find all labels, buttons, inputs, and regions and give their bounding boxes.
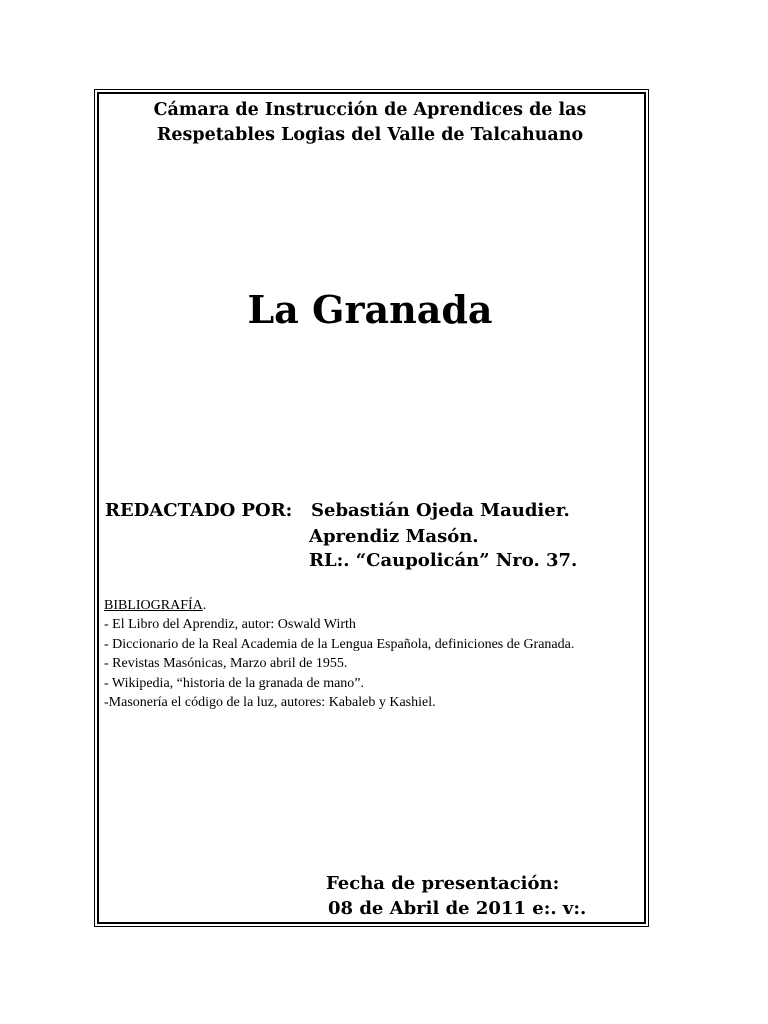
header-line-1: Cámara de Instrucción de Aprendices de las xyxy=(153,100,587,120)
author-rank: Aprendiz Masón. xyxy=(309,526,479,547)
bibliography xyxy=(104,596,636,712)
author-label: REDACTADO POR: xyxy=(105,500,293,521)
document-title: La Granada xyxy=(247,287,493,332)
author-lodge: RL:. “Caupolicán” Nro. 37. xyxy=(309,550,578,571)
bibliography-heading: BIBLIOGRAFÍA xyxy=(104,598,203,613)
author-name: Sebastián Ojeda Maudier. xyxy=(311,500,570,521)
bibliography-item: - Revistas Masónicas, Marzo abril de 1955. xyxy=(104,656,348,672)
bibliography-item: - El Libro del Aprendiz, autor: Oswald Wirth xyxy=(104,617,356,633)
bibliography-heading-suffix: . xyxy=(202,598,207,613)
bibliography-item: - Diccionario de la Real Academia de la Lengua Española, definiciones de Granada. xyxy=(104,636,575,652)
bibliography-item: -Masonería el código de la luz, autores: Kabaleb y Kashiel. xyxy=(104,695,436,711)
presentation-date: 08 de Abril de 2011 e:. v:. xyxy=(328,898,587,919)
presentation-date-label: Fecha de presentación: xyxy=(326,873,560,894)
bibliography-heading-line xyxy=(104,596,636,615)
bibliography-item: - Wikipedia, “historia de la granada de mano”. xyxy=(104,675,365,691)
header-line-2: Respetables Logias del Valle de Talcahuano xyxy=(156,125,584,145)
